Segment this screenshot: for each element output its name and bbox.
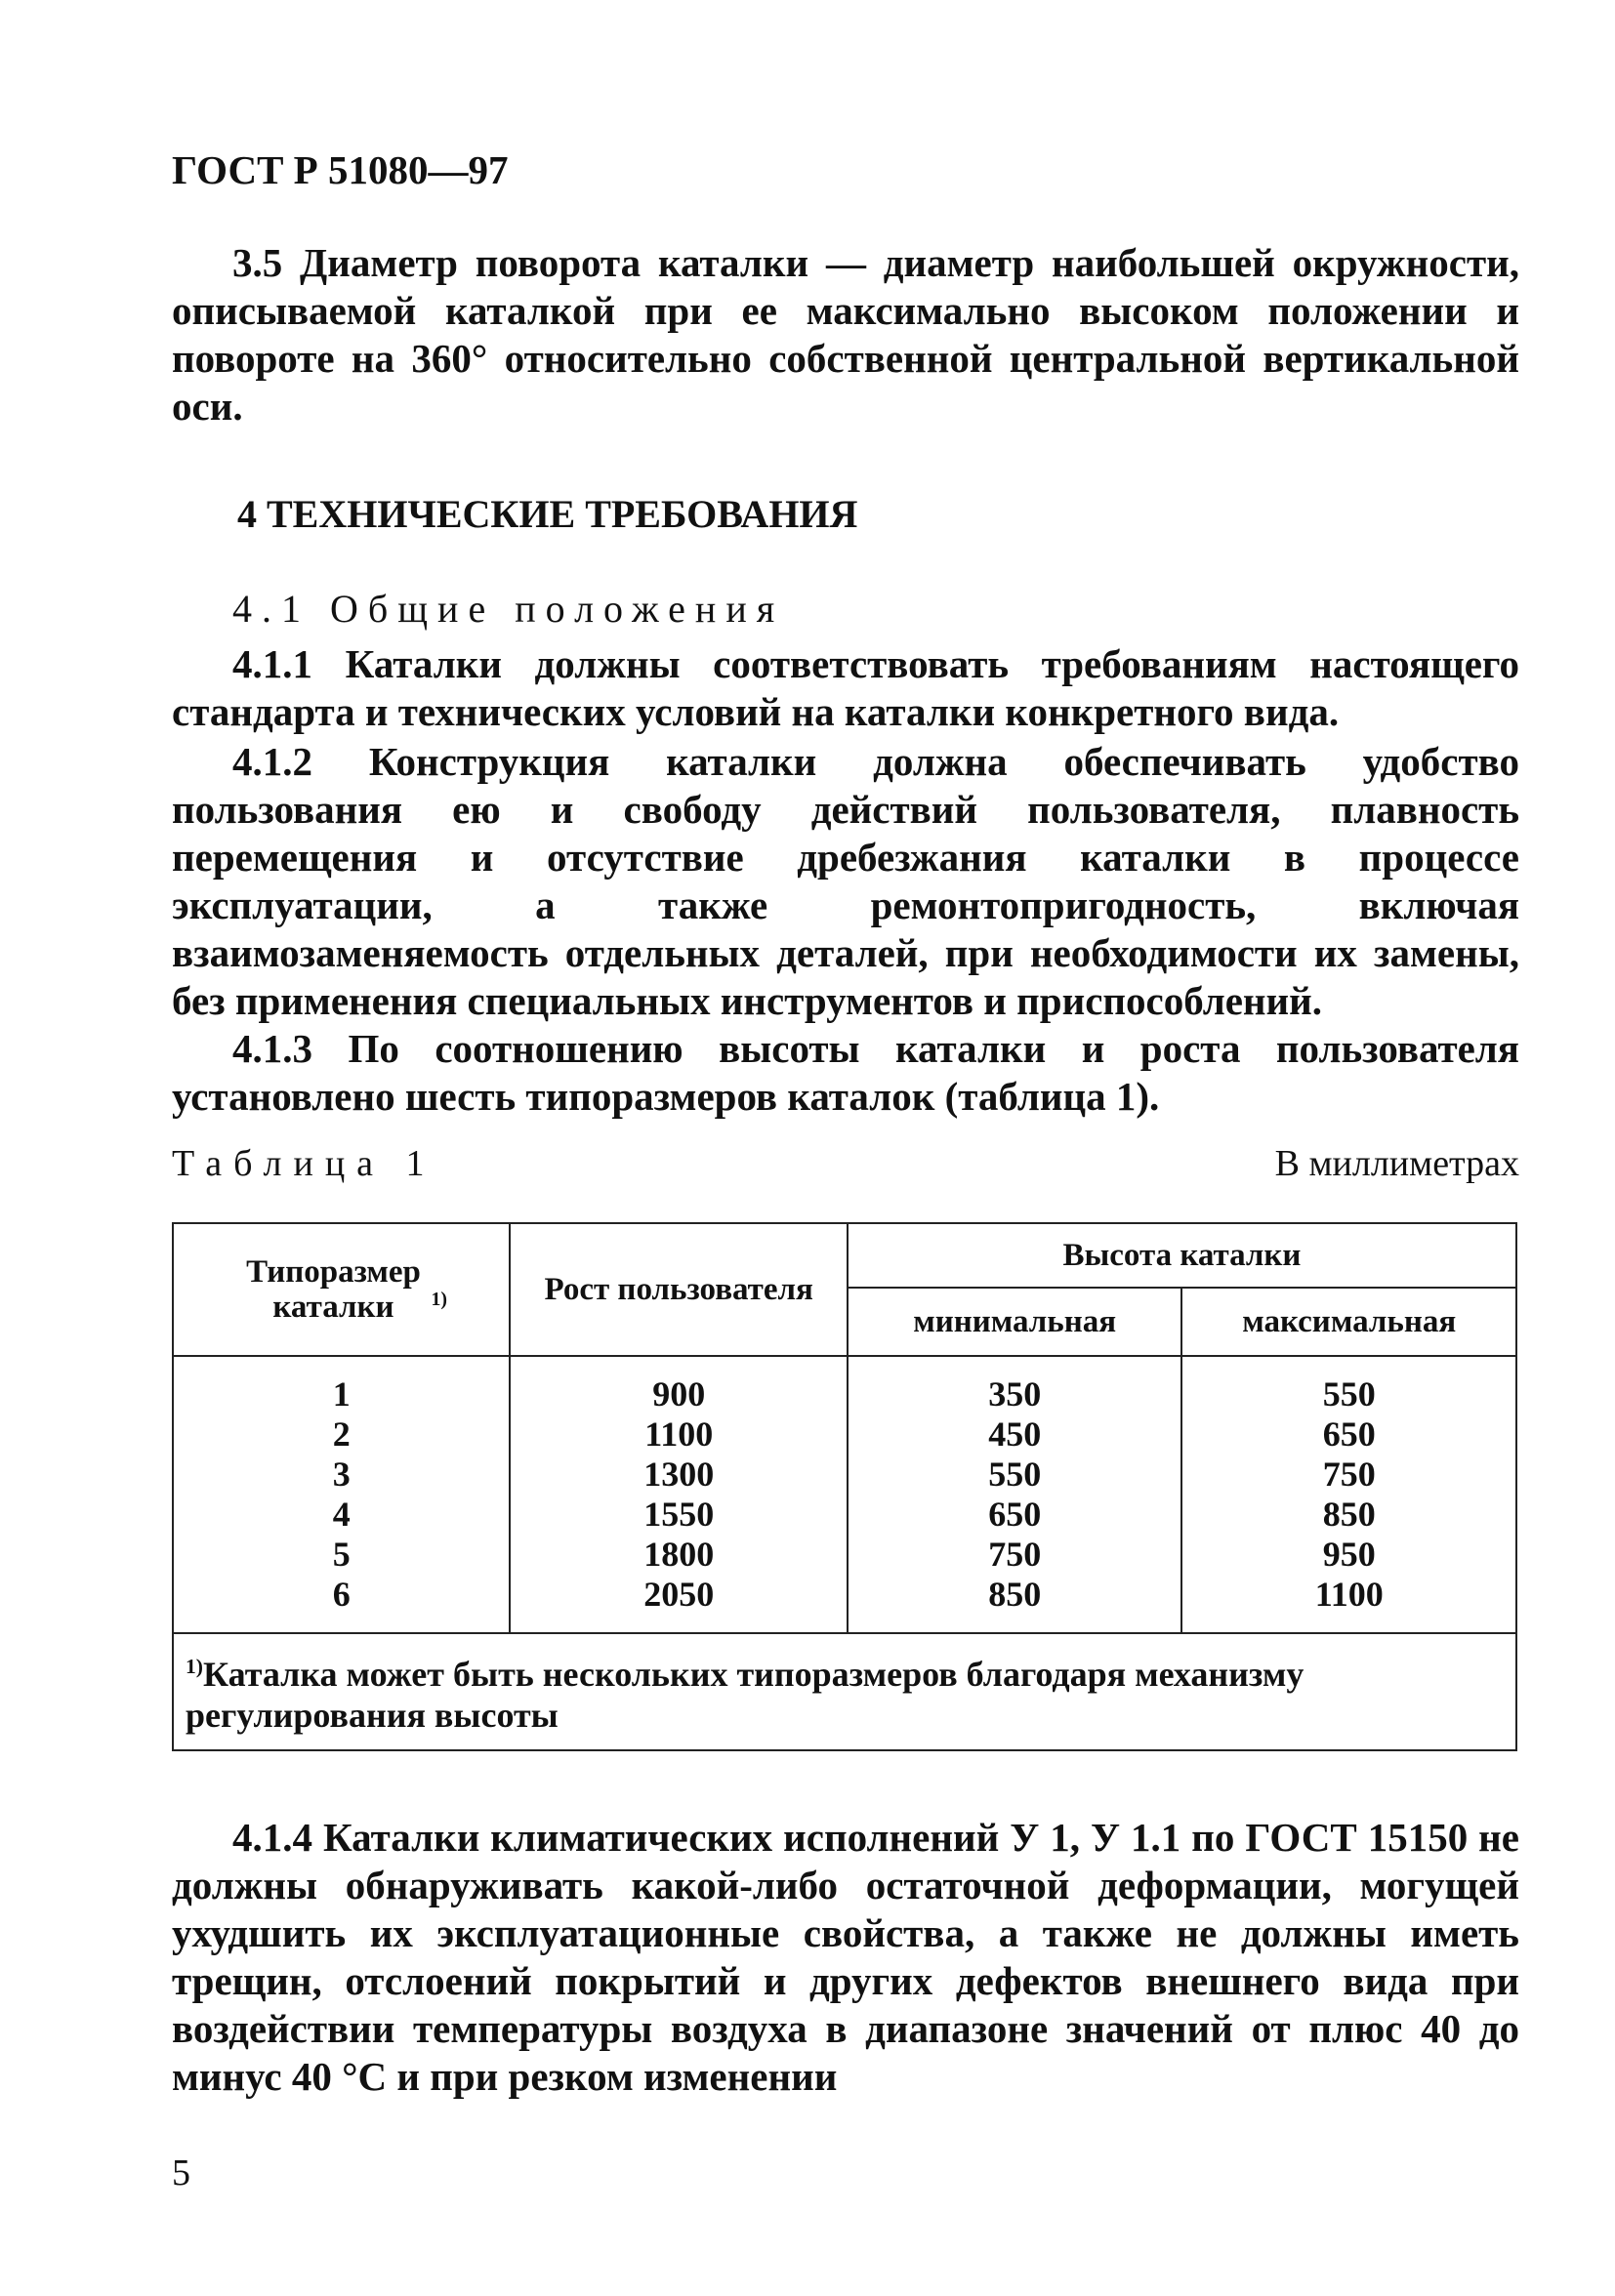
paragraph-3-5 (172, 239, 1519, 430)
paragraph-4-1-4-text: 4.1.4 Каталки климатических исполнений У 1, У 1.1 по ГОСТ 15150 не должны обнаруживать какой-либо остаточной деформации, могущей ухудшить их эксплуатационные свойства, а также не должны иметь трещин, отслоений покрытий и других дефектов внешнего вида при воздействии температуры воздуха в диапазоне значений от плюс 40 до минус 40 °С и при резком изменении (172, 1815, 1519, 2099)
paragraph-4-1-1 (172, 640, 1519, 736)
table-1 (172, 1222, 1517, 1751)
footnote-mark: 1) (186, 1655, 203, 1678)
subsection-4-1-title: 4.1 Общие положения (232, 587, 785, 631)
paragraph-4-1-4 (172, 1814, 1519, 2101)
header-size (173, 1223, 510, 1356)
paragraph-4-1-2 (172, 738, 1519, 1025)
header-size-text: Типоразмер каталки (246, 1253, 421, 1325)
header-max: максимальная (1181, 1288, 1516, 1356)
header-min: минимальная (848, 1288, 1182, 1356)
section-4-title: 4 ТЕХНИЧЕСКИЕ ТРЕБОВАНИЯ (237, 492, 858, 536)
footnote-text: Каталка может быть нескольких типоразмеров благодаря механизму регулирования высоты (186, 1655, 1304, 1735)
page-number: 5 (172, 2152, 190, 2194)
paragraph-4-1-3 (172, 1025, 1519, 1121)
header-user-height: Рост пользователя (510, 1223, 847, 1356)
table-caption: Таблица 1 (172, 1143, 436, 1184)
max-values: 550 650 750 850 950 1100 (1181, 1356, 1516, 1633)
header-size-mark: 1) (431, 1288, 447, 1310)
paragraph-4-1-1-text: 4.1.1 Каталки должны соответствовать требованиям настоящего стандарта и технических условий на каталки конкретного вида. (172, 641, 1519, 734)
document-header: ГОСТ Р 51080—97 (172, 147, 509, 192)
user-values: 900 1100 1300 1550 1800 2050 (510, 1356, 847, 1633)
paragraph-3-5-text: 3.5 Диаметр поворота каталки — диаметр наибольшей окружности, описываемой каталкой при ее максимально высоком положении и повороте на 360° относительно собственной центральной вертикальной оси. (172, 240, 1519, 429)
table-footnote (173, 1633, 1516, 1750)
size-values: 1 2 3 4 5 6 (173, 1356, 510, 1633)
header-height-group: Высота каталки (848, 1223, 1516, 1288)
paragraph-4-1-3-text: 4.1.3 По соотношению высоты каталки и роста пользователя установлено шесть типоразмеров каталок (таблица 1). (172, 1026, 1519, 1119)
min-values: 350 450 550 650 750 850 (848, 1356, 1182, 1633)
table-units: В миллиметрах (1274, 1143, 1519, 1184)
paragraph-4-1-2-text: 4.1.2 Конструкция каталки должна обеспечивать удобство пользования ею и свободу действий пользователя, плавность перемещения и отсутствие дребезжания каталки в процессе эксплуатации, а также ремонтопригодность, включая взаимозаменяемость отдельных деталей, при необходимости их замены, без применения специальных инструментов и приспособлений. (172, 739, 1519, 1023)
